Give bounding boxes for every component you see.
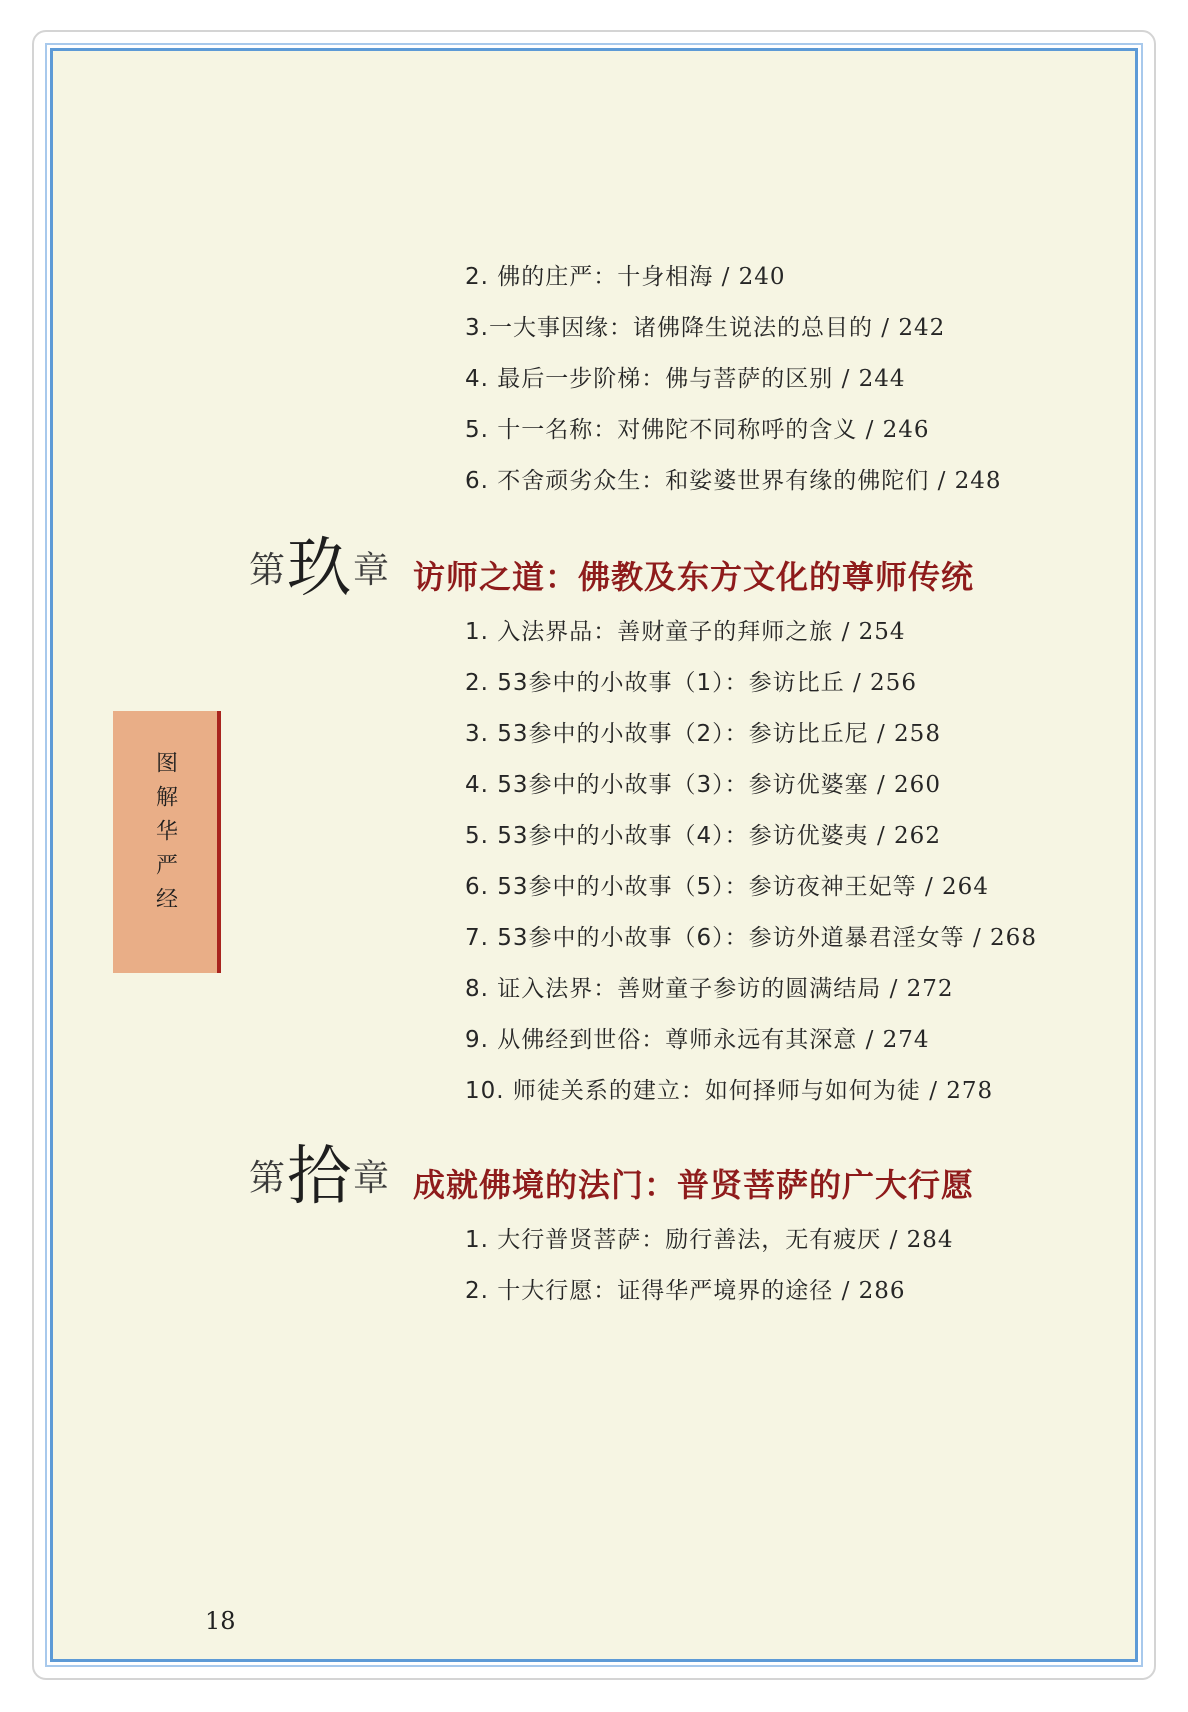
entry-subtitle: 十身相海 <box>617 264 714 290</box>
entry-subtitle: 参访比丘尼 <box>748 721 869 747</box>
entry-page: 274 <box>882 1027 930 1053</box>
chapter-9-heading[interactable] <box>249 521 974 613</box>
book-title-label: 图解华严经 <box>152 751 178 921</box>
book-page <box>50 48 1138 1662</box>
chapter-title: 访师之道：佛教及东方文化的尊师传统 <box>413 558 975 596</box>
entry-number: 1. <box>465 619 489 645</box>
toc-entry[interactable]: 6. 53参中的小故事（5）：参访夜神王妃等 / 264 <box>465 874 989 900</box>
chapter-number: 拾 <box>287 1140 352 1214</box>
entry-title: 53参中的小故事（1）： <box>497 670 749 696</box>
entry-page: 272 <box>906 976 954 1002</box>
entry-page: 242 <box>898 315 946 341</box>
entry-subtitle: 诸佛降生说法的总目的 <box>632 315 873 341</box>
entry-number: 4. <box>465 772 489 798</box>
entry-subtitle: 对佛陀不同称呼的含义 <box>617 417 858 443</box>
entry-title: 53参中的小故事（3）： <box>497 772 749 798</box>
toc-entry[interactable]: 5. 53参中的小故事（4）：参访优婆夷 / 262 <box>465 823 941 849</box>
entry-subtitle: 参访外道暴君淫女等 <box>748 925 965 951</box>
entry-title: 十一名称： <box>497 417 618 443</box>
entry-number: 2. <box>465 670 489 696</box>
entry-number: 2. <box>465 264 489 290</box>
entry-subtitle: 尊师永远有其深意 <box>665 1027 858 1053</box>
entry-number: 5. <box>465 823 489 849</box>
entry-number: 8. <box>465 976 489 1002</box>
toc-entry[interactable]: 7. 53参中的小故事（6）：参访外道暴君淫女等 / 268 <box>465 925 1037 951</box>
entry-title: 佛的庄严： <box>497 264 618 290</box>
entry-title: 证入法界： <box>497 976 618 1002</box>
entry-page: 278 <box>946 1078 994 1104</box>
entry-title: 从佛经到世俗： <box>497 1027 666 1053</box>
entry-title: 53参中的小故事（5）： <box>497 874 749 900</box>
toc-entry[interactable]: 4. 最后一步阶梯：佛与菩萨的区别 / 244 <box>465 366 906 392</box>
entry-page: 284 <box>906 1227 954 1253</box>
entry-subtitle: 和娑婆世界有缘的佛陀们 <box>665 468 930 494</box>
entry-page: 240 <box>738 264 786 290</box>
entry-subtitle: 善财童子的拜师之旅 <box>617 619 834 645</box>
chapter-suffix: 章 <box>353 1157 390 1199</box>
toc-entry[interactable]: 3. 53参中的小故事（2）：参访比丘尼 / 258 <box>465 721 941 747</box>
entry-number: 10. <box>465 1078 505 1104</box>
entry-page: 268 <box>990 925 1037 951</box>
entry-page: 248 <box>954 468 1002 494</box>
entry-title: 入法界品： <box>497 619 618 645</box>
entry-page: 244 <box>858 366 906 392</box>
entry-page: 256 <box>870 670 917 696</box>
entry-subtitle: 励行善法，无有疲厌 <box>665 1227 882 1253</box>
chapter-suffix: 章 <box>353 549 390 591</box>
entry-number: 7. <box>465 925 489 951</box>
entry-number: 4. <box>465 366 489 392</box>
entry-title: 最后一步阶梯： <box>497 366 666 392</box>
entry-page: 264 <box>942 874 989 900</box>
entry-title: 53参中的小故事（4）： <box>497 823 749 849</box>
entry-page: 258 <box>894 721 941 747</box>
entry-number: 9. <box>465 1027 489 1053</box>
toc-entry[interactable]: 5. 十一名称：对佛陀不同称呼的含义 / 246 <box>465 417 930 443</box>
entry-title: 师徒关系的建立： <box>512 1078 705 1104</box>
entry-title: 一大事因缘： <box>488 315 633 341</box>
toc-entry[interactable]: 3.一大事因缘：诸佛降生说法的总目的 / 242 <box>465 315 946 341</box>
entry-subtitle: 参访优婆夷 <box>748 823 869 849</box>
chapter-title: 成就佛境的法门：普贤菩萨的广大行愿 <box>413 1166 975 1204</box>
book-title-tab <box>113 711 221 973</box>
entry-title: 十大行愿： <box>497 1278 618 1304</box>
entry-number: 5. <box>465 417 489 443</box>
chapter-prefix: 第 <box>249 549 286 591</box>
toc-entry[interactable]: 8. 证入法界：善财童子参访的圆满结局 / 272 <box>465 976 954 1002</box>
entry-page: 286 <box>858 1278 906 1304</box>
entry-title: 53参中的小故事（2）： <box>497 721 749 747</box>
toc-entry[interactable]: 1. 大行普贤菩萨：励行善法，无有疲厌 / 284 <box>465 1227 954 1253</box>
entry-subtitle: 佛与菩萨的区别 <box>665 366 834 392</box>
entry-title: 不舍顽劣众生： <box>497 468 666 494</box>
entry-page: 262 <box>894 823 941 849</box>
entry-subtitle: 参访比丘 <box>748 670 845 696</box>
entry-subtitle: 参访夜神王妃等 <box>748 874 917 900</box>
chapter-10-heading[interactable] <box>249 1129 974 1221</box>
entry-title: 大行普贤菩萨： <box>497 1227 666 1253</box>
entry-title: 53参中的小故事（6）： <box>497 925 749 951</box>
entry-page: 254 <box>858 619 906 645</box>
entry-page: 260 <box>894 772 941 798</box>
entry-number: 3. <box>465 721 489 747</box>
entry-number: 6. <box>465 468 489 494</box>
chapter-prefix: 第 <box>249 1157 286 1199</box>
entry-number: 3. <box>465 315 489 341</box>
entry-number: 2. <box>465 1278 489 1304</box>
toc-entry[interactable]: 2. 53参中的小故事（1）：参访比丘 / 256 <box>465 670 917 696</box>
entry-number: 6. <box>465 874 489 900</box>
entry-subtitle: 善财童子参访的圆满结局 <box>617 976 882 1002</box>
toc-entry[interactable]: 1. 入法界品：善财童子的拜师之旅 / 254 <box>465 619 906 645</box>
entry-page: 246 <box>882 417 930 443</box>
page-number: 18 <box>205 1607 236 1635</box>
entry-subtitle: 参访优婆塞 <box>748 772 869 798</box>
toc-entry[interactable]: 9. 从佛经到世俗：尊师永远有其深意 / 274 <box>465 1027 930 1053</box>
toc-entry[interactable]: 2. 十大行愿：证得华严境界的途径 / 286 <box>465 1278 906 1304</box>
toc-entry[interactable]: 10. 师徒关系的建立：如何择师与如何为徒 / 278 <box>465 1078 994 1104</box>
toc-entry[interactable]: 2. 佛的庄严：十身相海 / 240 <box>465 264 786 290</box>
entry-number: 1. <box>465 1227 489 1253</box>
entry-subtitle: 证得华严境界的途径 <box>617 1278 834 1304</box>
toc-entry[interactable]: 6. 不舍顽劣众生：和娑婆世界有缘的佛陀们 / 248 <box>465 468 1002 494</box>
toc-entry[interactable]: 4. 53参中的小故事（3）：参访优婆塞 / 260 <box>465 772 941 798</box>
chapter-number: 玖 <box>287 532 352 606</box>
entry-subtitle: 如何择师与如何为徒 <box>704 1078 921 1104</box>
